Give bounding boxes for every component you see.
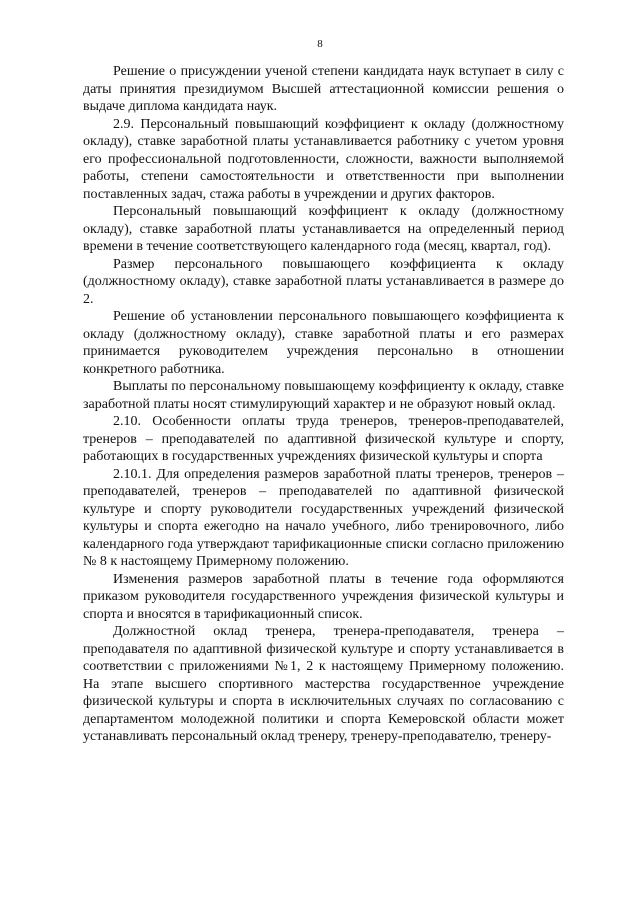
paragraph-2-10-heading: 2.10. Особенности оплаты труда тренеров, тренеров-преподавателей, тренеров – преподавателей по адаптивной физической культуре и спорту, работающих в государственных учреждениях физической культуры и спорта [83,414,564,464]
paragraph-2-9-personal-coefficient: 2.9. Персональный повышающий коэффициент к окладу (должностному окладу), ставке заработной платы устанавливается работнику с учетом уровня его профессиональной подготовленности, сложности, важности выполняемой работы, степени самостоятельности и ответственности при выполнении поставленных задач, стажа работы в учреждении и других факторов. [83,116,564,202]
paragraph-trainer-salary: Должностной оклад тренера, тренера-преподавателя, тренера – преподавателя по адаптивной физической культуре и спорту устанавливается в соответствии с приложениями №1, 2 к настоящему Примерному положению. На этапе высшего спортивного мастерства государственное учреждение физической культуры и спорта в исключительных случаях по согласованию с департаментом молодежной политики и спорта Кемеровской области может устанавливать персональный оклад тренеру, тренеру-преподавателю, тренеру- [83,624,564,744]
paragraph-coefficient-period: Персональный повышающий коэффициент к окладу (должностному окладу), ставке заработной платы устанавливается на определенный период времени в течение соответствующего календарного года (месяц, квартал, год). [83,204,564,254]
paragraph-2-10-1-tariff-lists: 2.10.1. Для определения размеров заработной платы тренеров, тренеров – преподавателей, тренеров – преподавателей по адаптивной физической культуре и спорту руководители государственных учреждений физической культуры и спорта ежегодно на начало учебного, либо тренировочного, либо календарного года утверждают тарификационные списки согласно приложению № 8 к настоящему Примерному положению. [83,466,564,569]
paragraph-degree-award: Решение о присуждении ученой степени кандидата наук вступает в силу с даты принятия президиумом Высшей аттестационной комиссии решения о выдаче диплома кандидата наук. [83,64,564,114]
paragraph-coefficient-decision: Решение об установлении персонального повышающего коэффициента к окладу (должностному окладу), ставке заработной платы и его размерах принимается руководителем учреждения персонально в отношении конкретного работника. [83,309,564,377]
paragraph-coefficient-payments: Выплаты по персональному повышающему коэффициенту к окладу, ставке заработной платы носят стимулирующий характер и не образуют новый оклад. [83,379,564,412]
paragraph-coefficient-size: Размер персонального повышающего коэффициента к окладу (должностному окладу), ставке заработной платы устанавливается в размере до 2. [83,256,564,307]
paragraph-salary-changes: Изменения размеров заработной платы в течение года оформляются приказом руководителя государственного учреждения физической культуры и спорта и вносятся в тарификационный список. [83,571,564,622]
document-body [83,63,564,746]
page-number: 8 [317,38,323,50]
